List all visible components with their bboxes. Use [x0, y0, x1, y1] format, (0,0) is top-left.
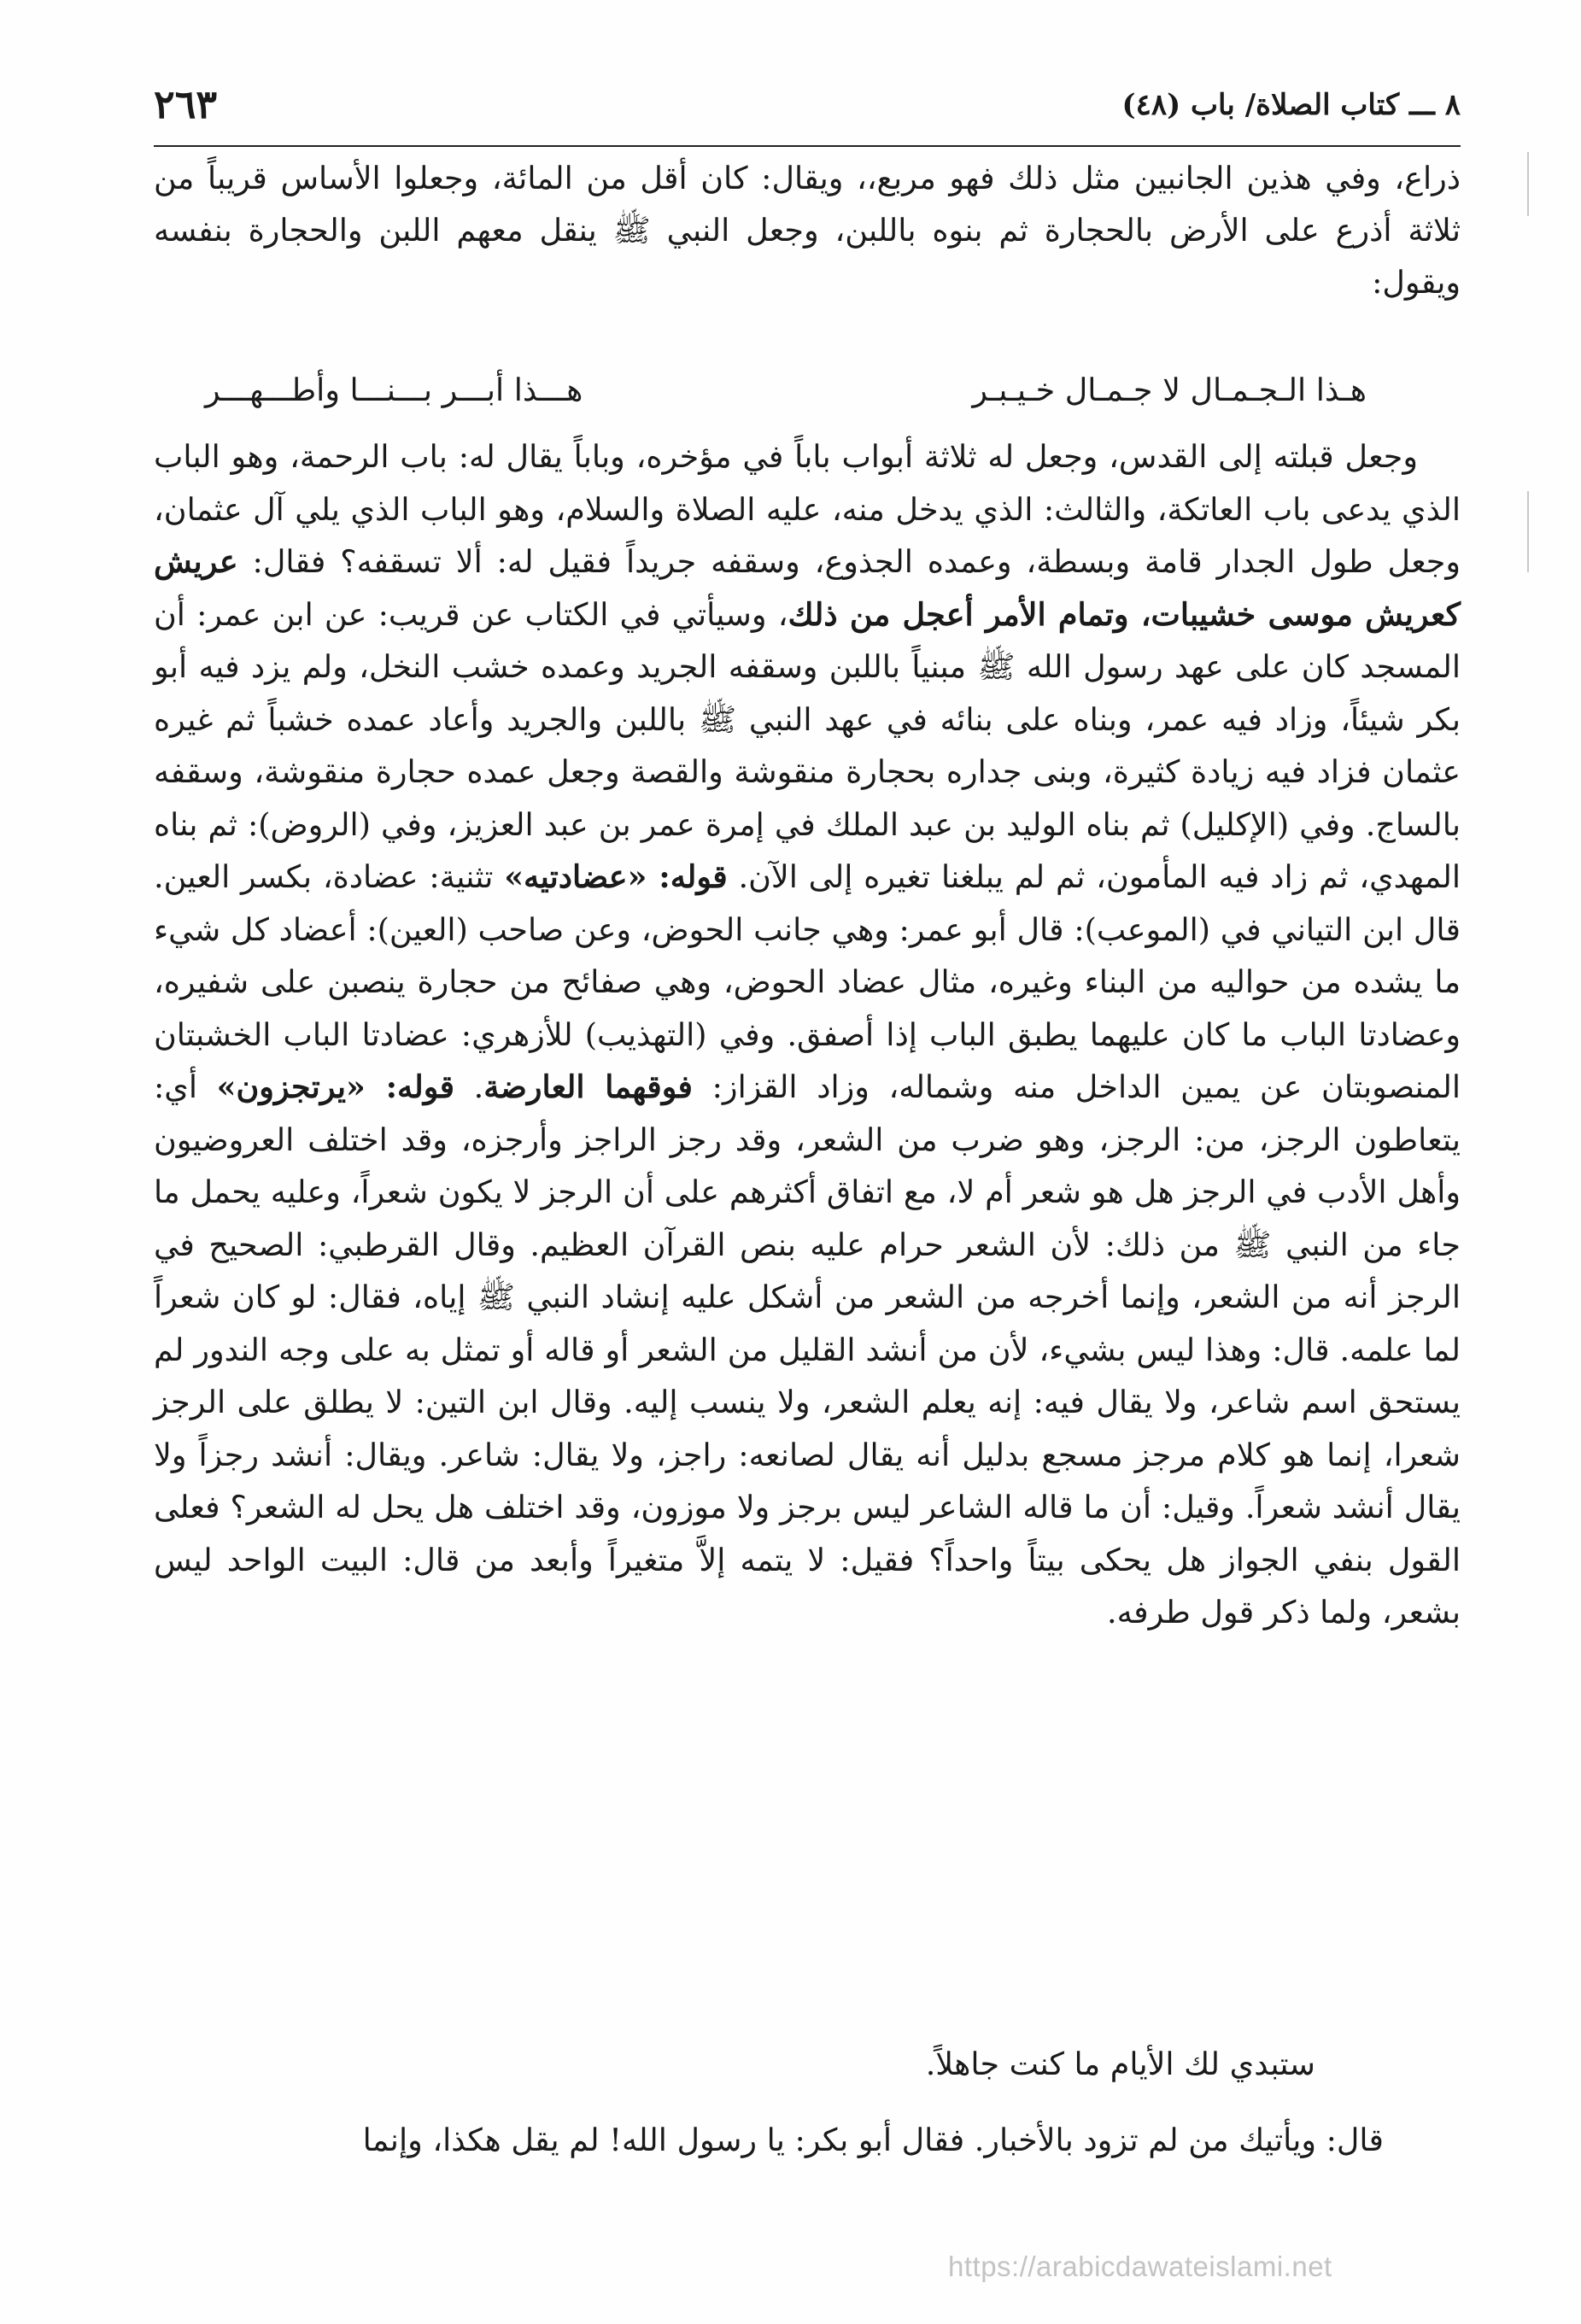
bold-quote: عريش كعريش موسى خشيبات، وتمام الأمر أعجل من ذلك	[154, 543, 1461, 633]
verse-second-hemistich: هـــذا أبـــر بـــنـــا وأطـــهـــر	[205, 372, 583, 408]
text-span: وجعل قبلته إلى القدس، وجعل له ثلاثة أبواب باباً في مؤخره، وباباً يقال له: باب الرحمة، وهو الباب الذي يدعى باب العاتكة، والثالث: الذي يدخل منه، عليه الصلاة والسلام، وهو الباب الذي يلي آل عثمان، وجعل طول الجدار قامة وبسطة، وعمده الجذوع، وسقفه جريداً فقيل له: ألا تسقفه؟ فقال:	[154, 438, 1461, 580]
verse	[154, 363, 1461, 423]
text-span: أي: يتعاطون الرجز، من: الرجز، وهو ضرب من الشعر، وقد رجز الراجز وأرجزه، وقد اختلف العروضيون وأهل الأدب في الرجز هل هو شعر أم لا، مع اتفاق أكثرهم على أن الرجز لا يكون شعراً، وعليه يحمل ما جاء من النبي ﷺ من ذلك: لأن الشعر حرام عليه بنص القرآن العظيم. وقال القرطبي: الصحيح في الرجز أنه من الشعر، وإنما أخرجه من الشعر من أشكل عليه إنشاد النبي ﷺ إياه، فقال: لو كان شعراً لما علمه. قال: وهذا ليس بشيء، لأن من أنشد القليل من الشعر أو قاله أو تمثل به على وجه الندور لم يستحق اسم شاعر، ولا يقال فيه: إنه يعلم الشعر، ولا ينسب إليه. وقال ابن التين: لا يطلق على الرجز شعرا، إنما هو كلام مرجز مسجع بدليل أنه يقال لصانعه: راجز، ولا يقال: شاعر. ويقال: أنشد رجزاً ولا يقال أنشد شعراً. وقيل: أن ما قاله الشاعر ليس برجز ولا موزون، وقد اختلف هل يحل له الشعر؟ فعلى القول بنفي الجواز هل يحكى بيتاً واحداً؟ فقيل: لا يتمه إلاَّ متغيراً وأبعد من قال: البيت الواحد ليس بشعر، ولما ذكر قول طرفه.	[154, 1068, 1461, 1630]
body-text-main	[154, 430, 1461, 1639]
margin-mark	[1527, 491, 1529, 572]
watermark: https://arabicdawateislami.net	[948, 2251, 1332, 2282]
text-span: ، وسيأتي في الكتاب عن قريب: عن ابن عمر: أن المسجد كان على عهد رسول الله ﷺ مبنياً باللبن وسقفه الجريد وعمده خشب النخل، ولم يزد فيه أبو بكر شيئاً، وزاد فيه عمر، وبناه على بنائه في عهد النبي ﷺ باللبن والجريد وأعاد عمده خشباً ثم غيره عثمان فزاد فيه زيادة كثيرة، وبنى جداره بحجارة منقوشة والقصة وجعل عمده حجارة منقوشة، وسقفه بالساج. وفي (الإكليل) ثم بناه الوليد بن عبد الملك في إمرة عمر بن عبد العزيز، وفي (الروض): ثم بناه المهدي، ثم زاد فيه المأمون، ثم لم يبلغنا تغيره إلى الآن.	[154, 595, 1461, 895]
text-span: تثنية: عضادة، بكسر العين. قال ابن التياني في (الموعب): قال أبو عمر: وهي جانب الحوض، وعن صاحب (العين): أعضاد كل شيء ما يشده من حواليه من البناء وغيره، مثال عضاد الحوض، وهي صفائح من حجارة ينصبن على شفيره، وعضادتا الباب ما كان عليهما يطبق الباب إذا أصفق. وفي (التهذيب) للأزهري: عضادتا الباب الخشبتان المنصوبتان عن يمين الداخل منه وشماله، وزاد القزاز:	[154, 858, 1461, 1105]
bold-heading: قوله: «عضادتيه»	[504, 858, 728, 895]
page-number: ٢٦٣	[154, 81, 218, 127]
body-text-top	[154, 152, 1461, 309]
paragraph: ذراع، وفي هذين الجانبين مثل ذلك فهو مربع،، ويقال: كان أقل من المائة، وجعلوا الأساس قريباً من ثلاثة أذرع على الأرض بالحجارة ثم بنوه باللبن، وجعل النبي ﷺ ينقل معهم اللبن والحجارة بنفسه ويقول:	[154, 160, 1461, 301]
margin-mark	[1527, 152, 1529, 216]
text-span: .	[454, 1068, 484, 1105]
page-header	[154, 81, 1461, 141]
bold-quote: فوقهما العارضة	[483, 1068, 694, 1105]
running-title: ٨ ـــ كتاب الصلاة/ باب (٤٨)	[1121, 88, 1461, 122]
final-line: قال: ويأتيك من لم تزود بالأخبار. فقال أبو بكر: يا رسول الله! لم يقل هكذا، وإنما	[362, 2122, 1384, 2158]
quoted-verse: ستبدي لك الأيام ما كنت جاهلاً.	[925, 2046, 1315, 2082]
header-rule	[154, 145, 1461, 147]
paragraph	[154, 430, 1461, 1639]
bold-heading: قوله: «يرتجزون»	[216, 1068, 455, 1105]
verse-first-hemistich: هـذا الـجـمـال لا جـمـال خـيـبـر	[972, 372, 1367, 408]
